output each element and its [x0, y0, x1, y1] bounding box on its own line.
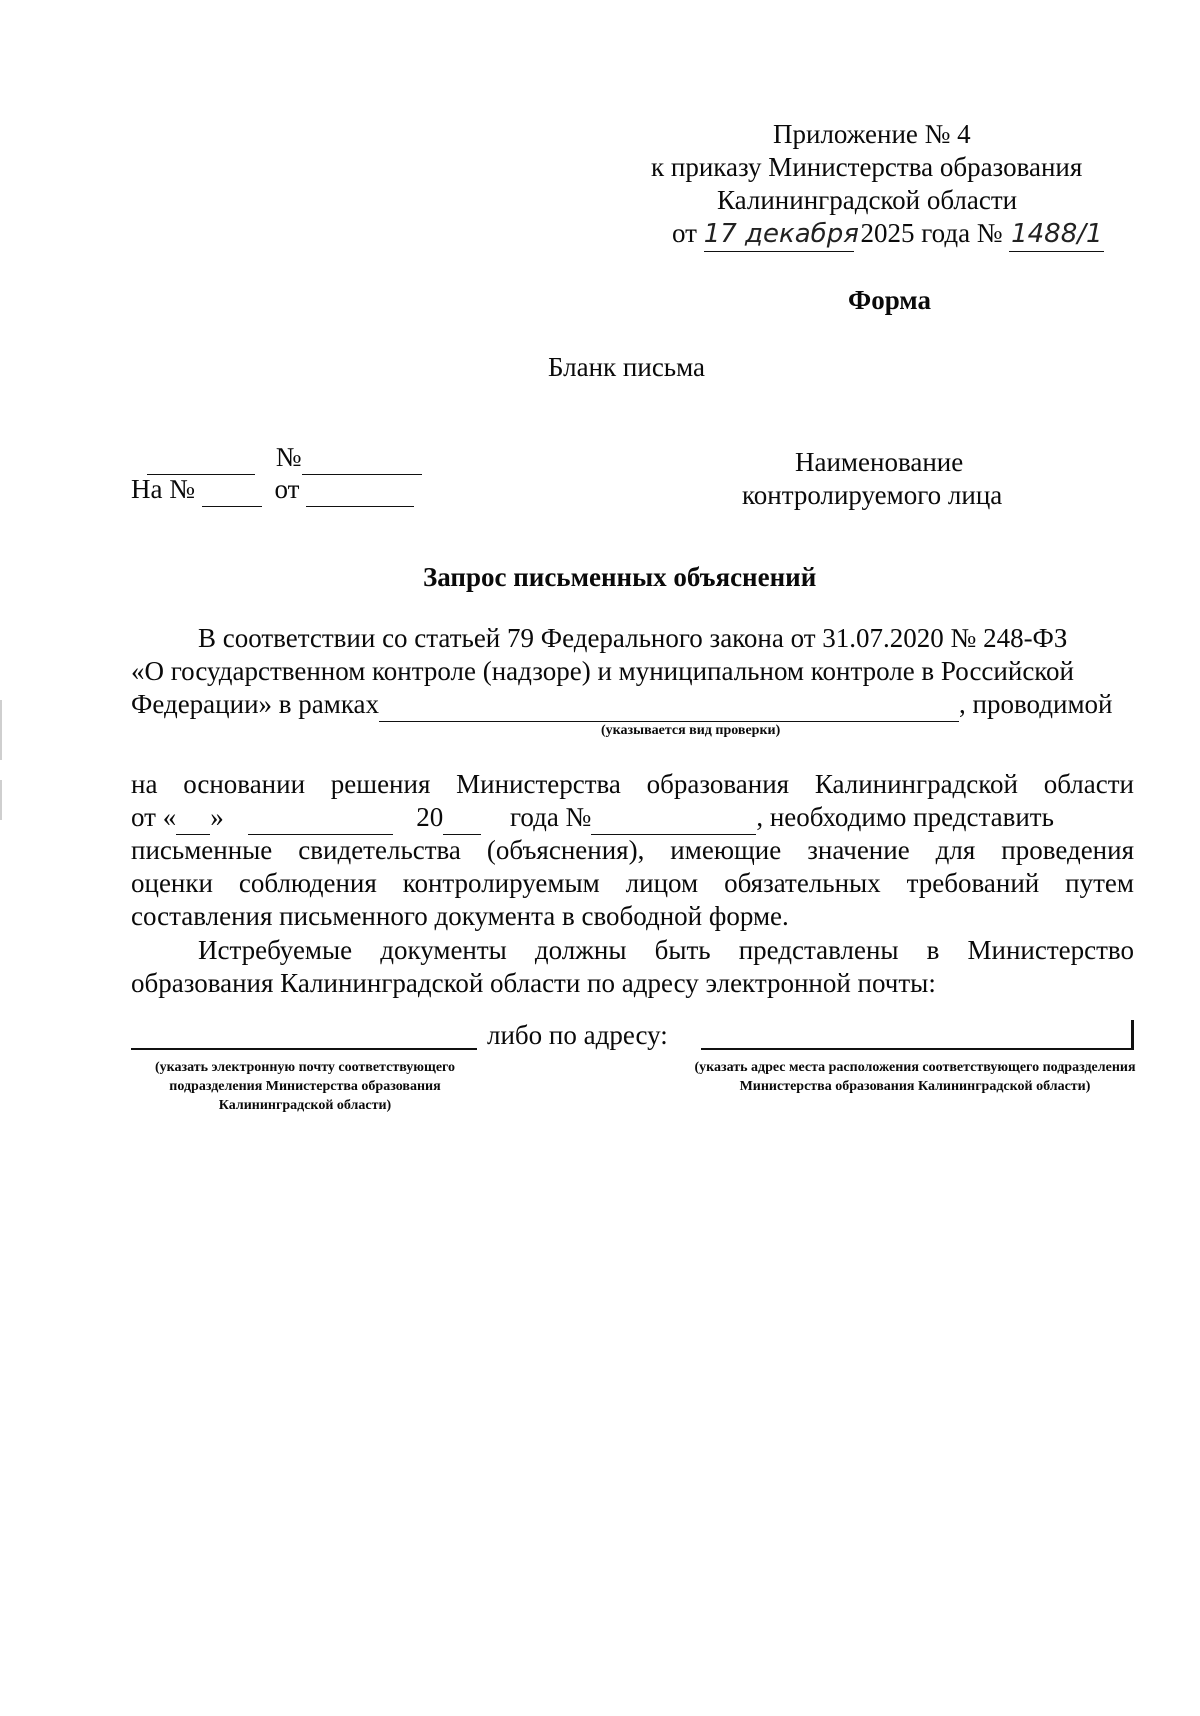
ref-date-blank [306, 472, 414, 507]
recipient-line2: контролируемого лица [742, 480, 1003, 510]
body-p3-line1: Истребуемые документы должны быть представлены в Министерство [198, 935, 1134, 965]
ref-prefix: На № [131, 474, 195, 504]
decision-day-blank [176, 800, 210, 835]
handwritten-number: 1488/1 [1009, 216, 1104, 252]
scan-edge-mark [0, 780, 2, 820]
body-p2-line2: от « » 20 года № , необходимо представить [131, 800, 1134, 835]
check-type-hint: (указывается вид проверки) [601, 723, 781, 738]
year-text: 2025 года № [860, 218, 1003, 248]
outgoing-number-line [147, 440, 422, 475]
outgoing-number-sign: № [275, 442, 302, 472]
body-p1-line3: Федерации» в рамках , проводимой [131, 687, 1134, 722]
address-blank-end-mark [1131, 1020, 1134, 1050]
body-p2-line5: составления письменного документа в свободной форме. [131, 901, 789, 931]
address-hint: (указать адрес места расположения соответствующего подразделения Министерства образования Калининградской области) [694, 1060, 1136, 1094]
outgoing-date-blank [147, 440, 255, 475]
body-p2-line4: оценки соблюдения контролируемым лицом обязательных требований путем [131, 868, 1134, 898]
or-address-label: либо по адресу: [487, 1020, 668, 1050]
order-date-line [672, 216, 1104, 252]
form-label: Форма [848, 285, 932, 315]
letterhead-label: Бланк письма [548, 352, 706, 382]
outgoing-number-blank [302, 440, 422, 475]
appendix-number: Приложение № 4 [773, 119, 971, 149]
incoming-ref-line [131, 472, 414, 507]
recipient-line1: Наименование [795, 447, 964, 477]
email-blank [131, 1048, 477, 1050]
order-region: Калининградской области [717, 185, 1018, 215]
body-p3-line2: образования Калининградской области по адресу электронной почты: [131, 968, 936, 998]
body-p2-line3: письменные свидетельства (объяснения), имеющие значение для проведения [131, 835, 1134, 865]
decision-number-blank [591, 800, 756, 835]
ref-from: от [274, 474, 300, 504]
body-p1-line1: В соответствии со статьей 79 Федерального закона от 31.07.2020 № 248-ФЗ [198, 623, 1068, 653]
check-type-blank [379, 687, 959, 722]
handwritten-date: 17 декабря [704, 216, 854, 252]
body-p1-line2: «О государственном контроле (надзоре) и муниципальном контроле в Российской [131, 656, 1074, 686]
ref-number-blank [202, 472, 262, 507]
email-hint: (указать электронную почту соответствующего подразделения Министерства образования Калининградской области) [154, 1060, 456, 1113]
body-p2-line1: на основании решения Министерства образования Калининградской области [131, 769, 1134, 799]
document-title: Запрос письменных объяснений [423, 562, 817, 592]
order-reference: к приказу Министерства образования [651, 152, 1083, 182]
decision-month-blank [248, 800, 393, 835]
date-prefix: от [672, 218, 697, 248]
decision-year-blank [443, 800, 481, 835]
scan-edge-mark [0, 700, 2, 760]
address-blank [701, 1048, 1134, 1050]
